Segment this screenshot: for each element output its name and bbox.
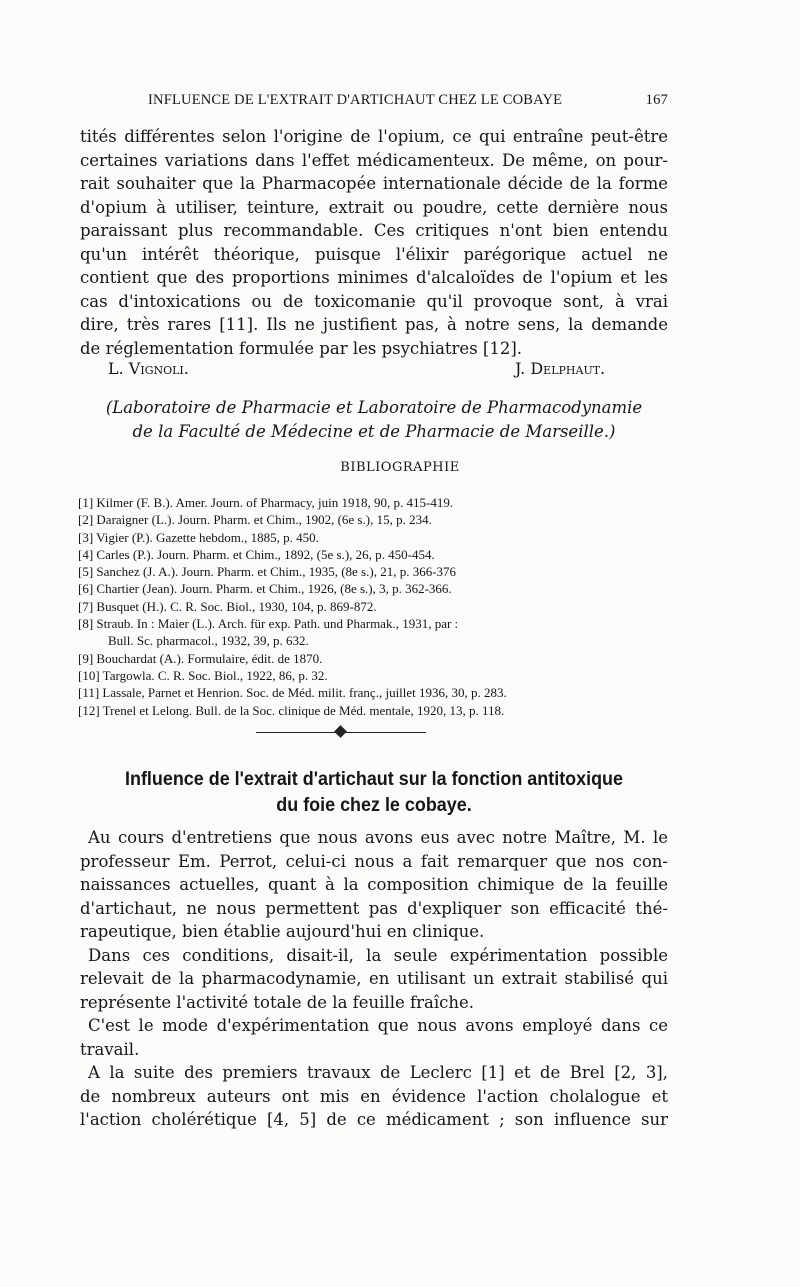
text-line: C'est le mode d'expérimentation que nous avons employé dans ce: [88, 1016, 668, 1035]
author-signature-right: J. Delphaut.: [515, 359, 606, 378]
bibliography-list: [78, 494, 678, 719]
running-title: INFLUENCE DE L'EXTRAIT D'ARTICHAUT CHEZ LE COBAYE: [148, 92, 563, 108]
text-line: d'artichaut, ne nous permettent pas d'expliquer son efficacité thé-: [80, 898, 668, 918]
text-line: naissances actuelles, quant à la composition chimique de la feuille: [80, 875, 668, 894]
bibliography-entry: [9] Bouchardat (A.). Formulaire, édit. de 1870.: [78, 650, 323, 666]
bibliography-entry: [8] Straub. In : Maier (L.). Arch. für exp. Path. und Pharmak., 1931, par :: [78, 616, 459, 632]
bibliography-heading: BIBLIOGRAPHIE: [340, 460, 460, 475]
text-line: rapeutique, bien établie aujourd'hui en clinique.: [80, 922, 485, 941]
bibliography-entry: [10] Targowla. C. R. Soc. Biol., 1922, 86, p. 32.: [78, 667, 328, 683]
bibliography-entry: [12] Trenel et Lelong. Bull. de la Soc. clinique de Méd. mentale, 1920, 13, p. 118.: [78, 702, 505, 718]
opening-paragraph: [80, 125, 668, 360]
section-title: [104, 766, 645, 818]
bibliography-entry: [2] Daraigner (L.). Journ. Pharm. et Chim., 1902, (6e s.), 15, p. 234.: [78, 512, 432, 528]
text-line: de réglementation formulée par les psychiatres [12].: [80, 338, 523, 358]
page-number: 167: [645, 92, 668, 108]
author-signature-left: L. Vignoli.: [108, 359, 189, 378]
text-line: travail.: [80, 1039, 140, 1059]
text-line: rait souhaiter que la Pharmacopée internationale décide de la forme: [80, 174, 668, 193]
bibliography-entry: [6] Chartier (Jean). Journ. Pharm. et Chim., 1926, (8e s.), 3, p. 362-366.: [78, 581, 452, 597]
affiliation: [80, 396, 668, 443]
text-line: qu'un intérêt théorique, puisque l'élixir parégorique actuel ne: [80, 244, 668, 264]
text-line: paraissant plus recommandable. Ces critiques n'ont bien entendu: [80, 221, 668, 240]
text-line: tités différentes selon l'origine de l'opium, ce qui entraîne peut-être: [80, 127, 668, 146]
bibliography-entry-continuation: Bull. Sc. pharmacol., 1932, 39, p. 632.: [108, 633, 309, 649]
text-line: Dans ces conditions, disait-il, la seule expérimentation possible: [88, 945, 668, 965]
text-line: relevait de la pharmacodynamie, en utilisant un extrait stabilisé qui: [80, 969, 668, 988]
text-line: Au cours d'entretiens que nous avons eus avec notre Maître, M. le: [88, 828, 668, 847]
text-line: d'opium à utiliser, teinture, extrait ou poudre, cette dernière nous: [80, 197, 668, 217]
text-line: certaines variations dans l'effet médicamenteux. De même, on pour-: [80, 150, 668, 170]
bibliography-entry: [7] Busquet (H.). C. R. Soc. Biol., 1930, 104, p. 869-872.: [78, 598, 377, 614]
text-line: cas d'intoxications ou de toxicomanie qu'il provoque sont, à vrai: [80, 291, 668, 311]
text-line: de nombreux auteurs ont mis en évidence l'action cholalogue et: [80, 1086, 668, 1106]
affiliation-line: de la Faculté de Médecine et de Pharmacie de Marseille.): [132, 421, 616, 441]
bibliography-entry: [1] Kilmer (F. B.). Amer. Journ. of Pharmacy, juin 1918, 90, p. 415-419.: [78, 495, 454, 510]
bibliography-entry: [11] Lassale, Parnet et Henrion. Soc. de Méd. milit. franç., juillet 1936, 30, p. 283.: [78, 685, 507, 701]
text-line: dire, très rares [11]. Ils ne justifient pas, à notre sens, la demande: [80, 315, 668, 334]
text-line: l'action cholérétique [4, 5] de ce médicament ; son influence sur: [80, 1110, 668, 1129]
divider-diamond-icon: [334, 725, 347, 738]
article-body: [80, 826, 668, 1132]
text-line: contient que des proportions minimes d'alcaloïdes de l'opium et les: [80, 268, 668, 287]
section-title-line: du foie chez le cobaye.: [276, 794, 472, 816]
affiliation-line: (Laboratoire de Pharmacie et Laboratoire de Pharmacodynamie: [105, 398, 643, 417]
text-line: représente l'activité totale de la feuille fraîche.: [80, 992, 474, 1012]
section-title-line: Influence de l'extrait d'artichaut sur la fonction antitoxique: [125, 768, 623, 790]
text-line: professeur Em. Perrot, celui-ci nous a fait remarquer que nos con-: [80, 851, 668, 871]
text-line: A la suite des premiers travaux de Leclerc [1] et de Brel [2, 3],: [88, 1063, 668, 1082]
bibliography-entry: [4] Carles (P.). Journ. Pharm. et Chim., 1892, (5e s.), 26, p. 450-454.: [78, 546, 435, 562]
bibliography-entry: [5] Sanchez (J. A.). Journ. Pharm. et Chim., 1935, (8e s.), 21, p. 366-376: [78, 564, 457, 580]
bibliography-entry: [3] Vigier (P.). Gazette hebdom., 1885, p. 450.: [78, 529, 319, 545]
